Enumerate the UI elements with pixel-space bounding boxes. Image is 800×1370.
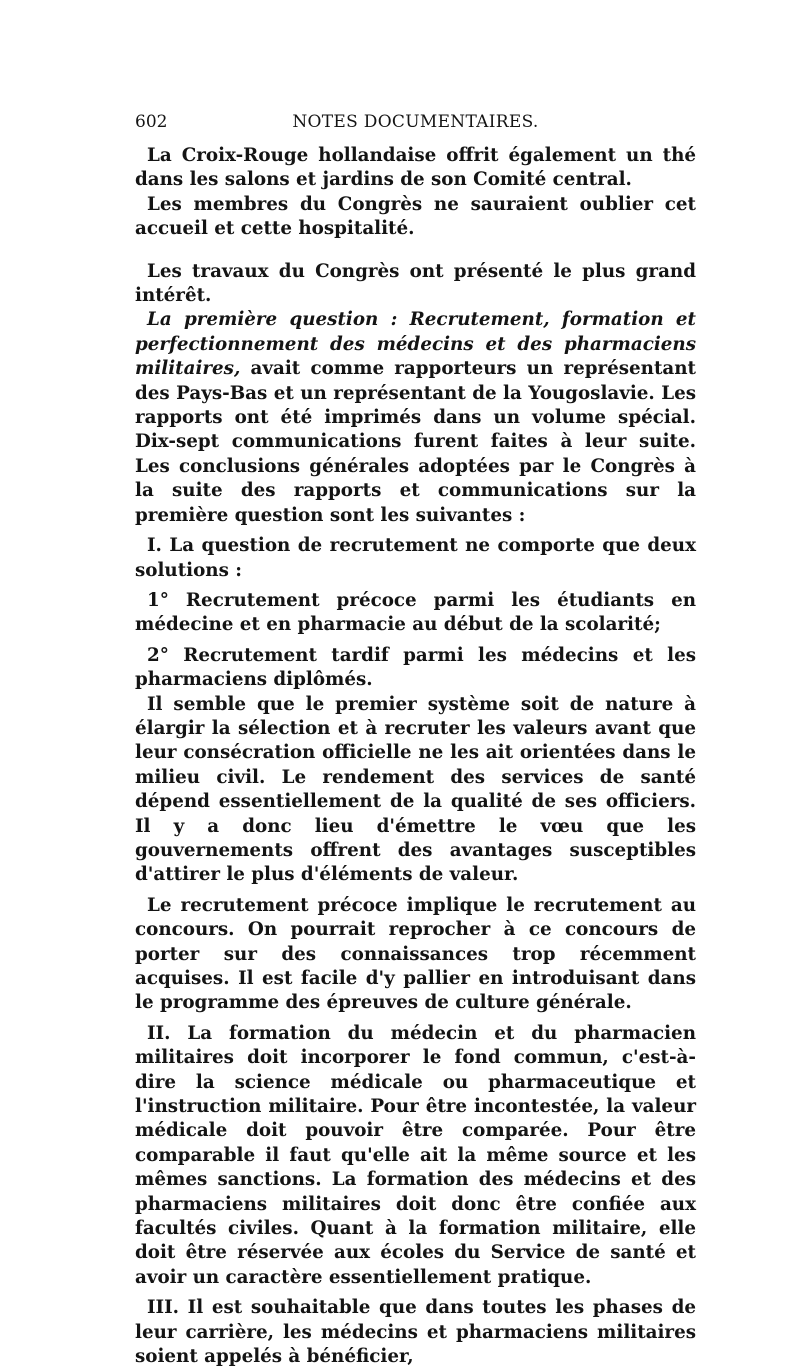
paragraph: 1° Recrutement précoce parmi les étudiants en médecine et en pharmacie au début de la scolarité; xyxy=(135,589,696,636)
body-text xyxy=(135,144,696,1370)
paragraph: 2° Recrutement tardif parmi les médecins et les pharmaciens diplômés. xyxy=(135,644,696,691)
paragraph-text: avait comme rapporteurs un représentant des Pays-Bas et un représentant de la Yougoslavie. Les rapports ont été imprimés dans un volume spécial. Dix-sept communications furent faites à leur suite. Les conclusions générales adoptées par le Congrès à la suite des rapports et communications sur la première question sont les suivantes : xyxy=(135,358,696,526)
paragraph: Il semble que le premier système soit de nature à élargir la sélection et à recruter les valeurs avant que leur consécration officielle ne les ait orientées dans le milieu civil. Le rendement des services de santé dépend essentiellement de la qualité de ses officiers. Il y a donc lieu d'émettre le vœu que les gouvernements offrent des avantages susceptibles d'attirer le plus d'éléments de valeur. xyxy=(135,693,696,886)
running-title: NOTES DOCUMENTAIRES. xyxy=(292,112,539,132)
paragraph: II. La formation du médecin et du pharmacien militaires doit incorporer le fond commun, c'est-à-dire la science médicale ou pharmaceutique et l'instruction militaire. Pour être incontestée, la valeur médicale doit pouvoir être comparée. Pour être comparable il faut qu'elle ait la même source et les mêmes sanctions. La formation des médecins et des pharmaciens militaires doit donc être confiée aux facultés civiles. Quant à la formation militaire, elle doit être réservée aux écoles du Service de santé et avoir un caractère essentiellement pratique. xyxy=(135,1022,696,1288)
running-head xyxy=(135,112,696,132)
italic-lead: La première question : Recrutement, formation et perfectionnement des médecins et des pharmaciens militaires, xyxy=(135,309,696,380)
paragraph: III. Il est souhaitable que dans toutes les phases de leur carrière, les médecins et pharmaciens militaires soient appelés à bénéficier, xyxy=(135,1297,696,1368)
paragraph: La Croix-Rouge hollandaise offrit également un thé dans les salons et jardins de son Comité central. xyxy=(135,145,696,191)
paragraph: Les membres du Congrès ne sauraient oublier cet accueil et cette hospitalité. xyxy=(135,193,696,240)
paragraph: I. La question de recrutement ne comporte que deux solutions : xyxy=(135,535,696,581)
page-number: 602 xyxy=(135,112,168,132)
paragraph: Le recrutement précoce implique le recrutement au concours. On pourrait reprocher à ce concours de porter sur des connaissances trop récemment acquises. Il est facile d'y pallier en introduisant dans le programme des épreuves de culture générale. xyxy=(135,894,696,1014)
paragraph: Les travaux du Congrès ont présenté le plus grand intérêt. xyxy=(135,260,696,307)
paragraph xyxy=(135,308,696,528)
